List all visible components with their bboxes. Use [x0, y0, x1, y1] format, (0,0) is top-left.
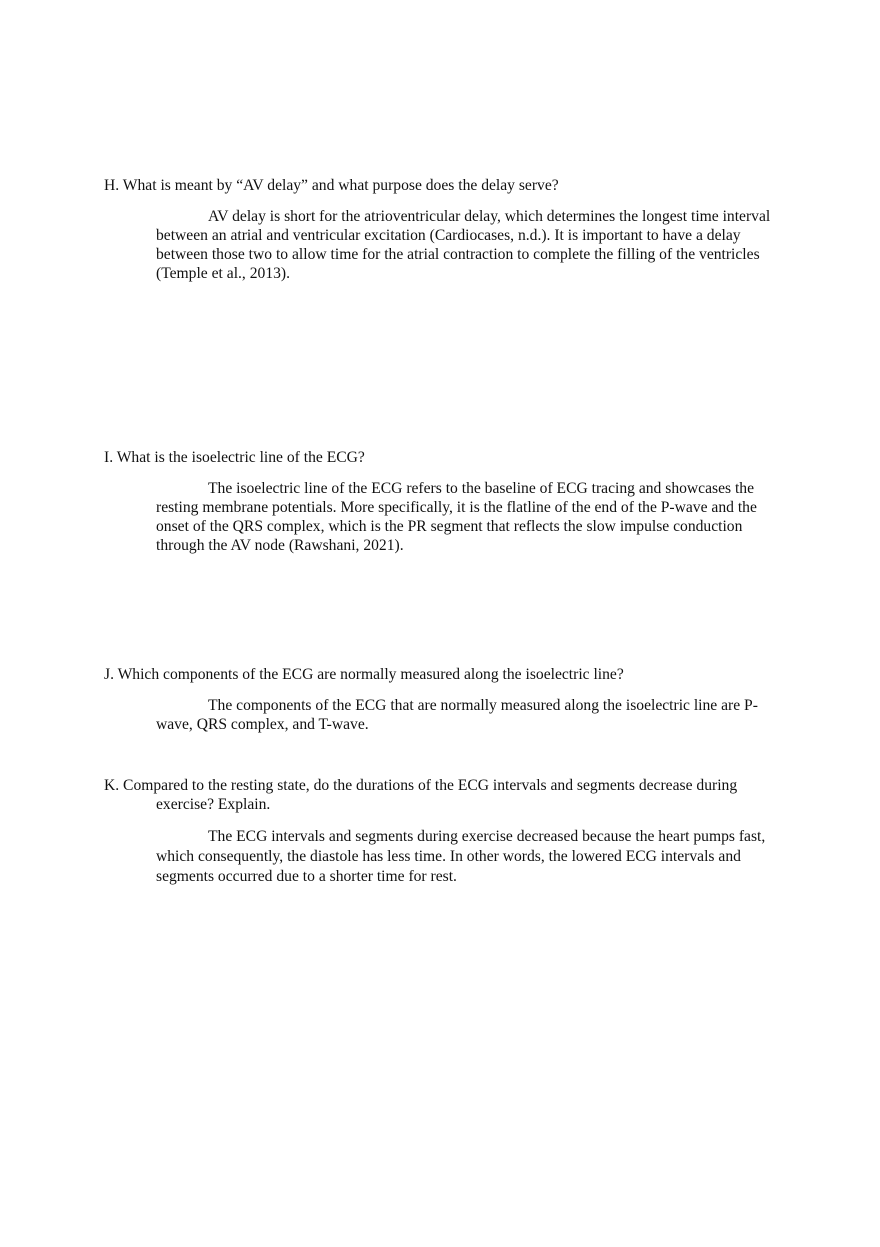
answer-k: The ECG intervals and segments during exercise decreased because the heart pumps fast, which consequently, the diastole has less time. In other words, the lowered ECG intervals and segments occurred due to a shorter time for rest.	[156, 828, 766, 885]
question-h: H. What is meant by “AV delay” and what purpose does the delay serve?	[104, 177, 559, 194]
question-i-section	[104, 448, 784, 555]
question-k: K. Compared to the resting state, do the durations of the ECG intervals and segments decrease during exercise? Explain.	[104, 777, 738, 813]
answer-i: The isoelectric line of the ECG refers to the baseline of ECG tracing and showcases the resting membrane potentials. More specifically, it is the flatline of the end of the P-wave and the onset of the QRS complex, which is the PR segment that reflects the slow impulse conduction through the AV node (Rawshani, 2021).	[156, 480, 757, 554]
question-h-section	[104, 176, 784, 283]
question-j-section	[104, 665, 784, 734]
question-j: J. Which components of the ECG are normally measured along the isoelectric line?	[104, 666, 624, 683]
answer-h: AV delay is short for the atrioventricular delay, which determines the longest time interval between an atrial and ventricular excitation (Cardiocases, n.d.). It is important to have a delay between those two to allow time for the atrial contraction to complete the filling of the ventricles (Temple et al., 2013).	[156, 208, 771, 282]
answer-j: The components of the ECG that are normally measured along the isoelectric line are P-wave, QRS complex, and T-wave.	[156, 697, 758, 733]
question-k-section	[104, 776, 784, 887]
question-i: I. What is the isoelectric line of the ECG?	[104, 449, 365, 466]
